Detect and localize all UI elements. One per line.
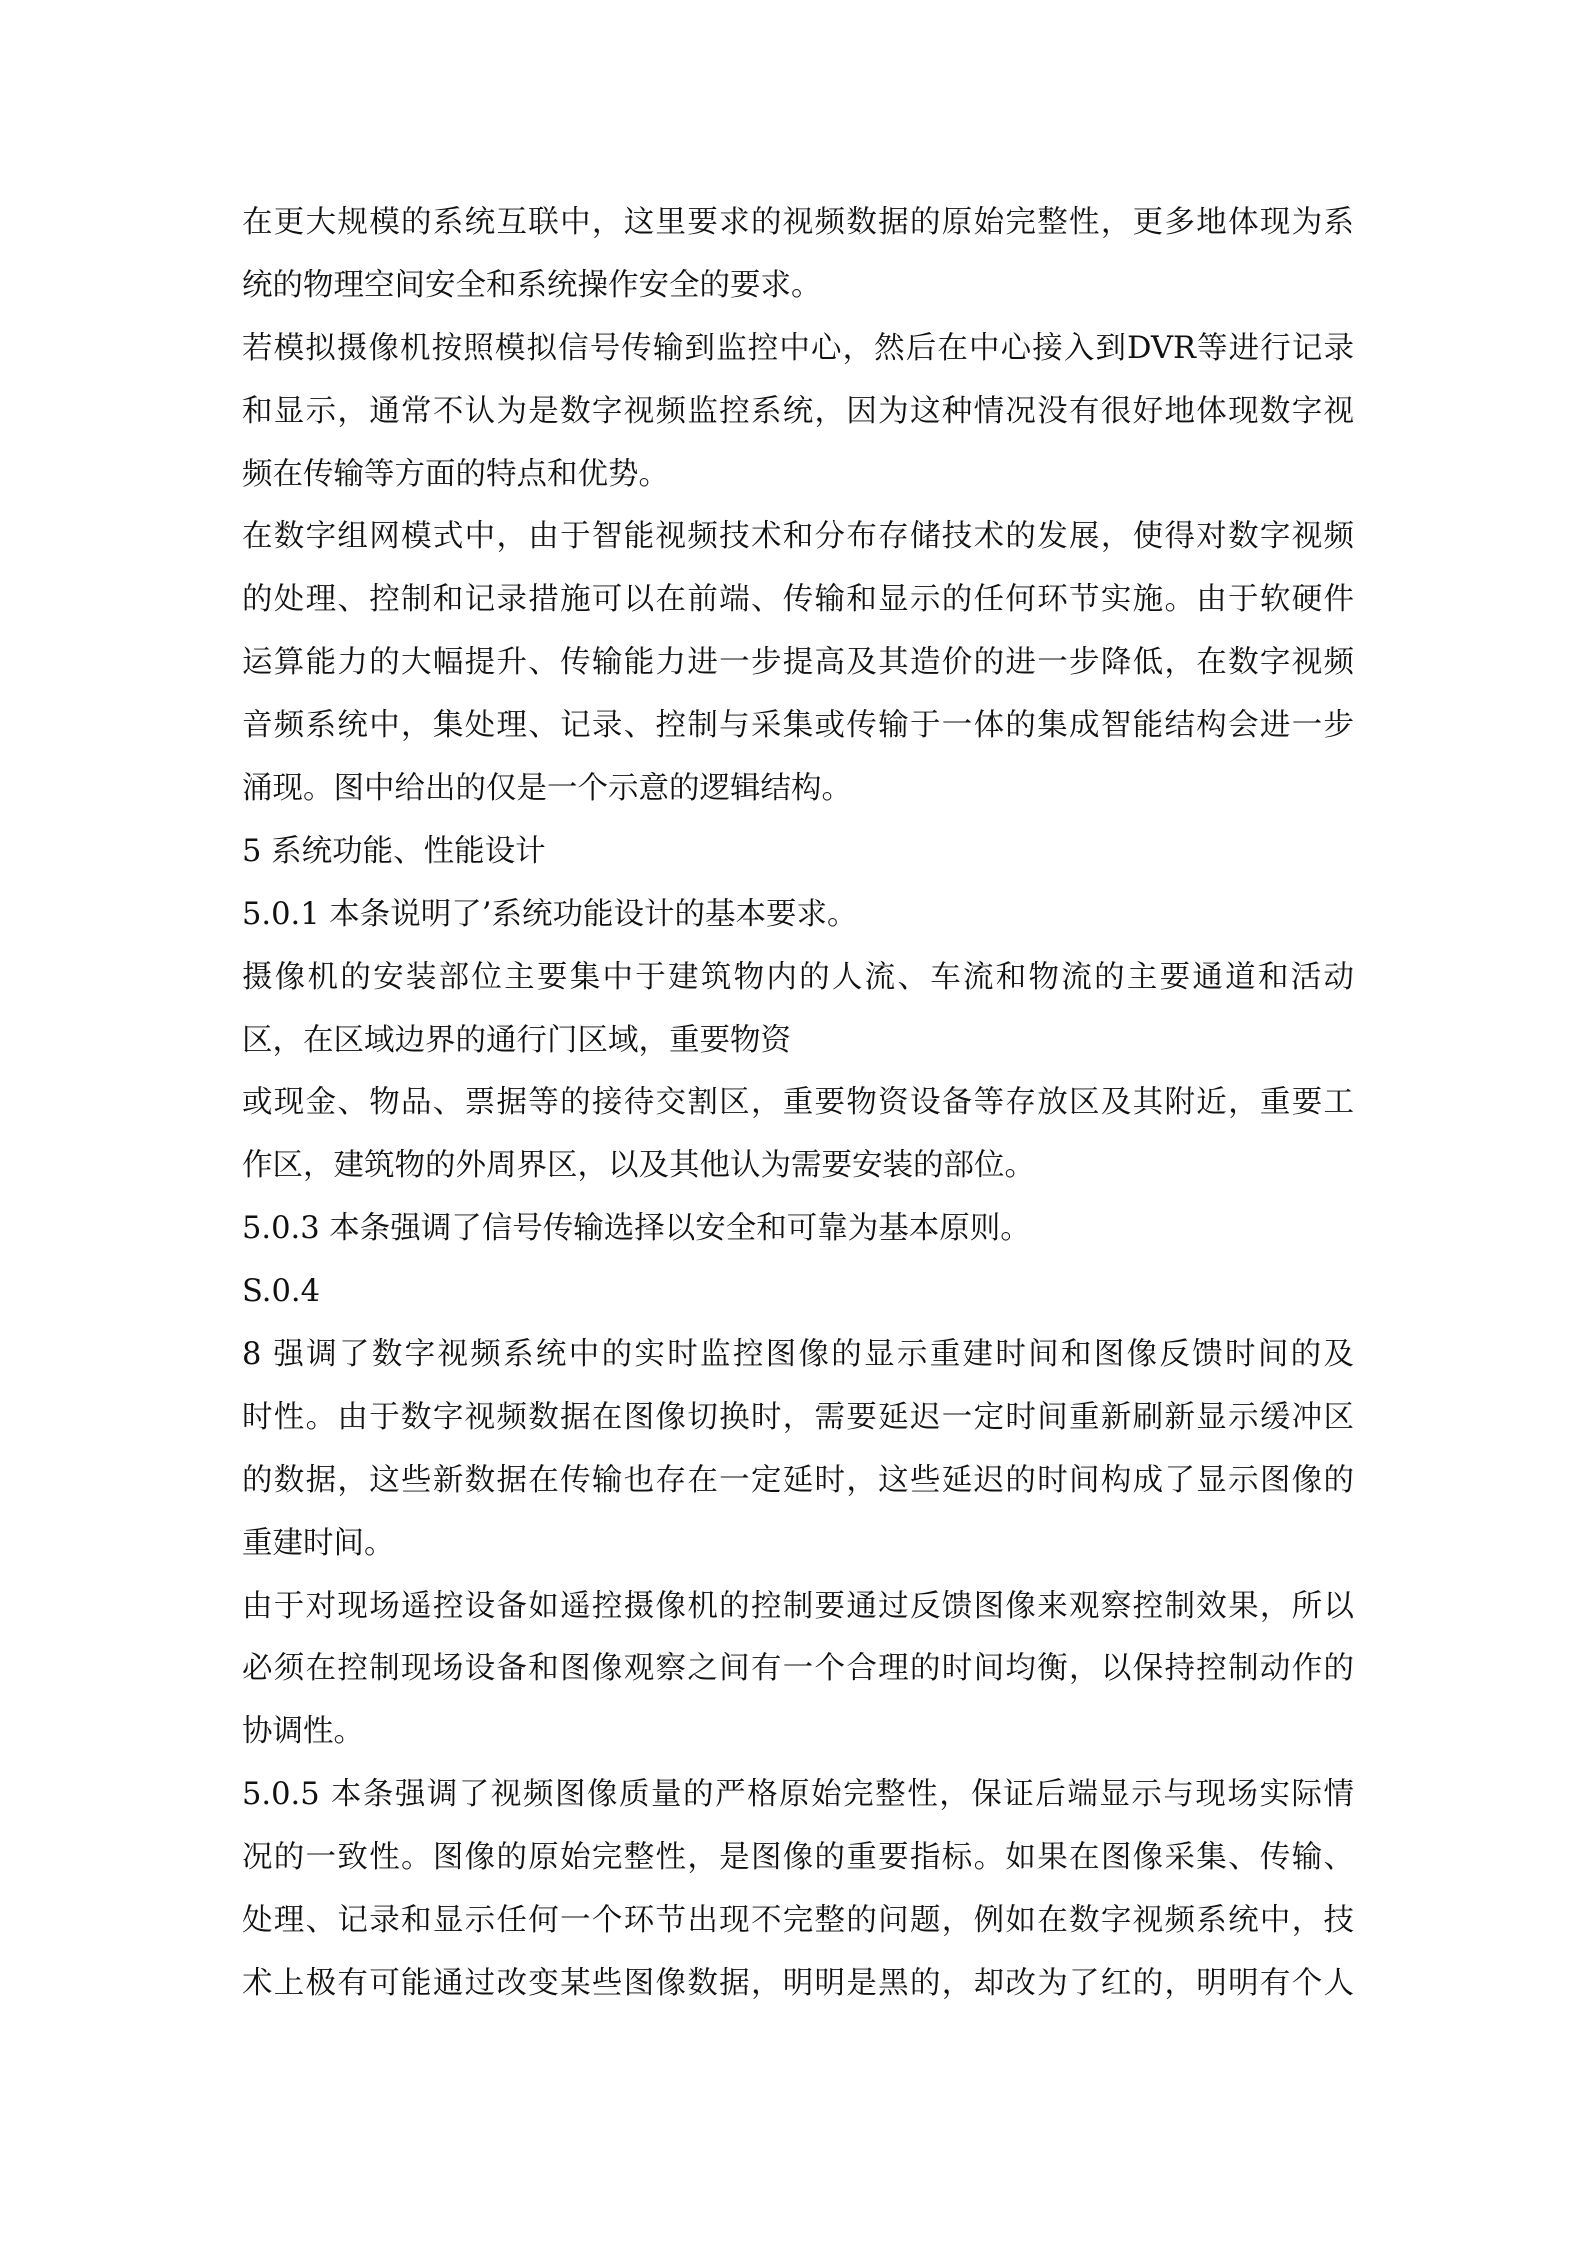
text-line: 若模拟摄像机按照模拟信号传输到监控中心，然后在中心接入到DVR等进行记录 [242, 330, 1354, 366]
text-line: 5.0.5 本条强调了视频图像质量的严格原始完整性，保证后端显示与现场实际情 [242, 1777, 1354, 1813]
document-page [242, 192, 1354, 2016]
text-line: 术上极有可能通过改变某些图像数据，明明是黑的，却改为了红的，明明有个人 [242, 1965, 1354, 2001]
text-line: 摄像机的安装部位主要集中于建筑物内的人流、车流和物流的主要通道和活动 [242, 959, 1354, 995]
text-line: 运算能力的大幅提升、传输能力进一步提高及其造价的进一步降低，在数字视频 [242, 645, 1354, 681]
text-line: 统的物理空间安全和系统操作安全的要求。 [242, 267, 822, 303]
text-line: 由于对现场遥控设备如遥控摄像机的控制要通过反馈图像来观察控制效果，所以 [242, 1588, 1354, 1624]
text-line: 必须在控制现场设备和图像观察之间有一个合理的时间均衡，以保持控制动作的 [242, 1651, 1354, 1687]
text-line: 或现金、物品、票据等的接待交割区，重要物资设备等存放区及其附近，重要工 [242, 1085, 1354, 1121]
text-line: 区，在区域边界的通行门区域，重要物资 [242, 1022, 791, 1058]
text-line: 协调性。 [242, 1714, 364, 1750]
text-line: 8 强调了数字视频系统中的实时监控图像的显示重建时间和图像反馈时间的及 [242, 1337, 1354, 1373]
text-line: 和显示，通常不认为是数字视频监控系统，因为这种情况没有很好地体现数字视 [242, 393, 1354, 429]
text-line: 的数据，这些新数据在传输也存在一定延时，这些延迟的时间构成了显示图像的 [242, 1462, 1354, 1498]
text-line: 在更大规模的系统互联中，这里要求的视频数据的原始完整性，更多地体现为系 [242, 205, 1354, 240]
text-line: 涌现。图中给出的仅是一个示意的逻辑结构。 [242, 771, 852, 807]
text-line: 频在传输等方面的特点和优势。 [242, 456, 669, 492]
text-line: 作区，建筑物的外周界区，以及其他认为需要安装的部位。 [242, 1148, 1035, 1184]
text-line: 5.0.3 本条强调了信号传输选择以安全和可靠为基本原则。 [242, 1211, 1031, 1247]
text-line: 处理、记录和显示任何一个环节出现不完整的问题，例如在数字视频系统中，技 [242, 1903, 1354, 1939]
text-line: 况的一致性。图像的原始完整性，是图像的重要指标。如果在图像采集、传输、 [242, 1840, 1354, 1876]
text-line: 在数字组网模式中，由于智能视频技术和分布存储技术的发展，使得对数字视频 [242, 519, 1354, 555]
text-line: 的处理、控制和记录措施可以在前端、传输和显示的任何环节实施。由于软硬件 [242, 582, 1354, 618]
text-line: S.0.4 [242, 1274, 321, 1310]
text-line: 重建时间。 [242, 1525, 395, 1561]
text-line: 时性。由于数字视频数据在图像切换时，需要延迟一定时间重新刷新显示缓冲区 [242, 1399, 1354, 1435]
text-line: 5.0.1 本条说明了’系统功能设计的基本要求。 [242, 896, 858, 932]
text-line: 音频系统中，集处理、记录、控制与采集或传输于一体的集成智能结构会进一步 [242, 708, 1354, 744]
text-line: 5 系统功能、性能设计 [242, 833, 546, 869]
